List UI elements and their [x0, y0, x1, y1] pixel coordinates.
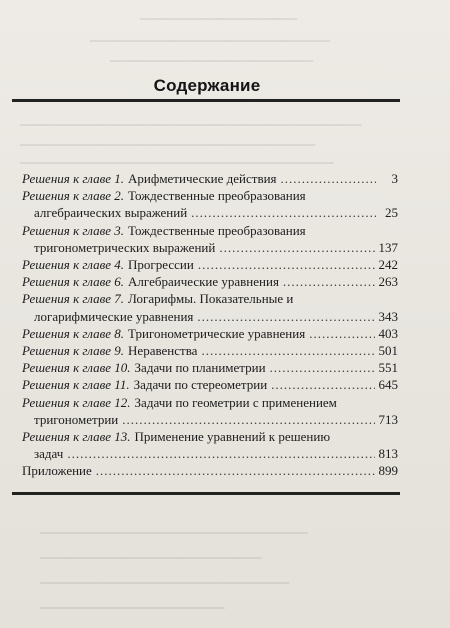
show-through-texture: ▁▁▁▁▁▁▁▁▁▁▁▁▁▁▁▁▁▁▁▁▁▁▁▁▁▁▁▁▁▁▁▁▁▁ [20, 150, 334, 164]
toc-entry-line [22, 239, 398, 256]
toc-entry [22, 290, 398, 324]
toc-entry [22, 256, 398, 273]
show-through-texture: ▁▁▁▁▁▁▁▁▁▁▁▁▁▁▁▁▁▁▁▁▁▁ [110, 48, 314, 62]
toc-entry-line [22, 376, 398, 393]
toc-entry [22, 394, 398, 428]
dot-leader [122, 411, 374, 428]
dot-leader [198, 256, 375, 273]
chapter-prefix: Решения к главе 7. [22, 291, 125, 307]
page-number: 137 [378, 239, 398, 255]
chapter-prefix: Решения к главе 6. [22, 274, 125, 290]
page-number: 501 [378, 343, 398, 359]
toc-entry-line [22, 187, 398, 204]
toc-entry [22, 359, 398, 376]
entry-title: Задачи по планиметрии [134, 360, 266, 376]
entry-title: Логарифмы. Показательные и [128, 291, 294, 307]
page-number: 403 [378, 325, 398, 341]
toc-entry-line [22, 359, 398, 376]
chapter-prefix: Решения к главе 1. [22, 171, 125, 186]
toc-entry-line [22, 342, 398, 359]
chapter-prefix: Решения к главе 8. [22, 325, 125, 341]
dot-leader [270, 359, 375, 376]
dot-leader [67, 445, 374, 462]
entry-title: задач [34, 446, 64, 462]
dot-leader [201, 342, 374, 359]
page-number: 3 [391, 171, 398, 186]
chapter-prefix: Решения к главе 11. [22, 377, 130, 393]
toc-entry-line [22, 325, 398, 342]
page-number: 713 [378, 411, 398, 427]
entry-title: Задачи по геометрии с применением [134, 394, 337, 410]
toc-entry-line [22, 411, 398, 428]
entry-title: Тригонометрические уравнения [128, 325, 306, 341]
entry-title: Тождественные преобразования [128, 188, 306, 204]
toc-entry-line [22, 204, 398, 221]
dot-leader [281, 170, 376, 187]
page-title: Содержание [153, 76, 261, 95]
page-number: 242 [378, 257, 398, 273]
toc-entry [22, 325, 398, 342]
show-through-texture: ▁▁▁▁▁▁▁▁▁▁▁▁▁▁▁▁▁▁▁▁▁▁▁▁▁▁ [90, 28, 330, 42]
chapter-prefix: Решения к главе 4. [22, 257, 125, 273]
toc-entry [22, 222, 398, 256]
appendix-label: Приложение [22, 463, 92, 479]
toc-entry-line [22, 170, 398, 187]
entry-title: тригонометрических выражений [34, 239, 216, 255]
table-of-contents [22, 170, 398, 480]
entry-title: Арифметические действия [128, 171, 277, 186]
page-number: 263 [378, 274, 398, 290]
page-number: 25 [385, 205, 398, 221]
show-through-texture: ▁▁▁▁▁▁▁▁▁▁▁▁▁▁▁▁▁▁▁▁▁▁▁▁▁▁▁▁▁▁▁▁ [20, 132, 316, 146]
toc-entry-line [22, 445, 398, 462]
dot-leader [96, 462, 375, 479]
toc-entry [22, 273, 398, 290]
chapter-prefix: Решения к главе 2. [22, 188, 125, 204]
toc-entry-line [22, 462, 398, 479]
entry-title: логарифмические уравнения [34, 308, 194, 324]
page-number: 899 [378, 463, 398, 479]
chapter-prefix: Решения к главе 3. [22, 222, 125, 238]
chapter-prefix: Решения к главе 13. [22, 429, 131, 445]
toc-entry [22, 428, 398, 462]
entry-title: Тождественные преобразования [128, 222, 306, 238]
dot-leader [219, 239, 374, 256]
toc-entry [22, 376, 398, 393]
toc-entry [22, 342, 398, 359]
entry-title: алгебраических выражений [34, 205, 188, 221]
page-number: 551 [378, 360, 398, 376]
entry-title: Неравенства [128, 343, 198, 359]
entry-title: тригонометрии [34, 411, 119, 427]
show-through-texture: ▁▁▁▁▁▁▁▁▁▁▁▁▁▁▁▁▁▁▁▁▁▁▁▁ [40, 545, 262, 559]
toc-entry-line [22, 256, 398, 273]
dot-leader [309, 325, 374, 342]
entry-title: Задачи по стереометрии [133, 377, 268, 393]
toc-entry-appendix [22, 462, 398, 479]
dot-leader [283, 273, 375, 290]
toc-entry-line [22, 428, 398, 445]
show-through-texture: ▁▁▁▁▁▁▁▁▁▁▁▁▁▁▁▁▁▁▁▁▁▁▁▁▁▁▁ [40, 570, 290, 584]
page-number: 813 [378, 446, 398, 462]
bottom-rule [12, 492, 400, 495]
dot-leader [191, 204, 376, 221]
toc-entry-line [22, 394, 398, 411]
show-through-texture: ▁▁▁▁▁▁▁▁▁▁▁▁▁▁▁▁▁ [140, 6, 297, 20]
show-through-texture: ▁▁▁▁▁▁▁▁▁▁▁▁▁▁▁▁▁▁▁▁ [40, 595, 225, 609]
chapter-prefix: Решения к главе 10. [22, 360, 131, 376]
toc-entry-line [22, 273, 398, 290]
toc-entry-line [22, 290, 398, 307]
chapter-prefix: Решения к главе 12. [22, 394, 131, 410]
toc-entry [22, 187, 398, 221]
toc-entry-line [22, 222, 398, 239]
show-through-texture: ▁▁▁▁▁▁▁▁▁▁▁▁▁▁▁▁▁▁▁▁▁▁▁▁▁▁▁▁▁ [40, 520, 308, 534]
entry-title: Прогрессии [128, 257, 194, 273]
top-rule [12, 99, 400, 102]
toc-entry-line [22, 308, 398, 325]
toc-entry [22, 170, 398, 187]
page-number: 343 [378, 308, 398, 324]
entry-title: Применение уравнений к решению [134, 429, 331, 445]
entry-title: Алгебраические уравнения [128, 274, 279, 290]
dot-leader [197, 308, 374, 325]
show-through-texture: ▁▁▁▁▁▁▁▁▁▁▁▁▁▁▁▁▁▁▁▁▁▁▁▁▁▁▁▁▁▁▁▁▁▁▁▁▁ [20, 112, 362, 126]
chapter-prefix: Решения к главе 9. [22, 343, 125, 359]
dot-leader [271, 376, 374, 393]
page-number: 645 [378, 377, 398, 393]
